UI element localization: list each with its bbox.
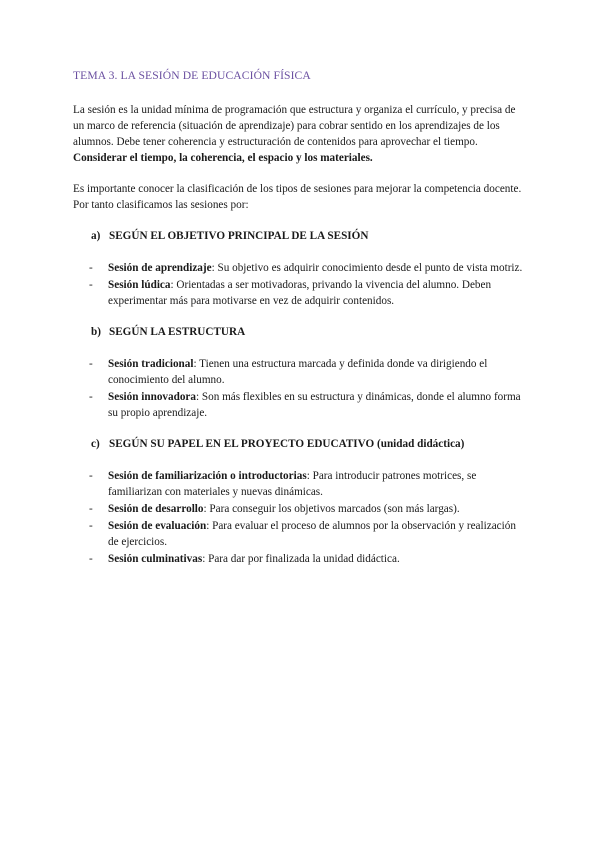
list-dash: - bbox=[89, 470, 93, 482]
list-item bbox=[89, 468, 524, 500]
list-item-term: Sesión de evaluación bbox=[108, 520, 207, 532]
classification-intro: Es importante conocer la clasificación de los tipos de sesiones para mejorar la competencia docente. Por tanto clasificamos las sesiones por: bbox=[73, 183, 522, 211]
list-item-text: : Para dar por finalizada la unidad didáctica. bbox=[202, 553, 400, 565]
intro-text: La sesión es la unidad mínima de programación que estructura y organiza el currículo, y precisa de un marco de referencia (situación de aprendizaje) para cobrar sentido en los aprendizajes de los alumnos. Debe tener coherencia y estructuración de contenidos para aprovechar el tiempo. bbox=[73, 104, 516, 148]
list-item-text: : Orientadas a ser motivadoras, privando la vivencia del alumno. Deben experimentar más para motivarse en vez de adquirir contenidos. bbox=[108, 279, 492, 307]
list-dash: - bbox=[89, 553, 93, 565]
list-item-text: : Su objetivo es adquirir conocimiento desde el punto de vista motriz. bbox=[211, 262, 523, 274]
section-list-a bbox=[73, 260, 524, 309]
section-title: SEGÚN EL OBJETIVO PRINCIPAL DE LA SESIÓN bbox=[109, 230, 369, 242]
list-item bbox=[89, 277, 524, 309]
list-dash: - bbox=[89, 262, 93, 274]
list-item-body bbox=[108, 518, 524, 550]
list-item-term: Sesión lúdica bbox=[108, 279, 171, 291]
list-item-term: Sesión de aprendizaje bbox=[108, 262, 212, 274]
section-list-b bbox=[73, 356, 524, 421]
list-item-body bbox=[108, 277, 524, 309]
section-heading-b bbox=[91, 324, 524, 340]
list-item-body bbox=[108, 468, 524, 500]
section-letter: c) bbox=[91, 438, 100, 450]
section-letter: b) bbox=[91, 326, 101, 338]
list-item-text: : Son más flexibles en su estructura y dinámicas, donde el alumno forma su propio aprendizaje. bbox=[108, 391, 521, 419]
list-item-body bbox=[108, 356, 524, 388]
list-dash: - bbox=[89, 391, 93, 403]
list-item bbox=[89, 389, 524, 421]
list-item bbox=[89, 260, 524, 276]
list-dash: - bbox=[89, 358, 93, 370]
intro-paragraph bbox=[73, 102, 524, 166]
section-title: SEGÚN SU PAPEL EN EL PROYECTO EDUCATIVO (unidad didáctica) bbox=[109, 438, 465, 450]
list-dash: - bbox=[89, 520, 93, 532]
list-item bbox=[89, 356, 524, 388]
list-item bbox=[89, 501, 524, 517]
intro-bold-text: Considerar el tiempo, la coherencia, el espacio y los materiales. bbox=[73, 152, 373, 164]
list-item-body bbox=[108, 551, 524, 567]
list-item-text: : Tienen una estructura marcada y definida donde va dirigiendo el conocimiento del alumno. bbox=[108, 358, 488, 386]
list-item-body bbox=[108, 501, 524, 517]
list-item-term: Sesión tradicional bbox=[108, 358, 194, 370]
list-item bbox=[89, 551, 524, 567]
section-heading-a bbox=[91, 228, 524, 244]
list-item-term: Sesión culminativas bbox=[108, 553, 203, 565]
section-title: SEGÚN LA ESTRUCTURA bbox=[109, 326, 246, 338]
list-item-term: Sesión de desarrollo bbox=[108, 503, 204, 515]
section-heading-c bbox=[91, 436, 524, 452]
list-item-term: Sesión de familiarización o introductorias bbox=[108, 470, 307, 482]
list-item-term: Sesión innovadora bbox=[108, 391, 196, 403]
list-item-body bbox=[108, 260, 524, 276]
list-dash: - bbox=[89, 279, 93, 291]
document-title: TEMA 3. LA SESIÓN DE EDUCACIÓN FÍSICA bbox=[73, 69, 311, 82]
list-item-text: : Para conseguir los objetivos marcados (son más largas). bbox=[203, 503, 460, 515]
section-letter: a) bbox=[91, 230, 101, 242]
section-list-c bbox=[73, 468, 524, 567]
list-item-text: : Para introducir patrones motrices, se familiarizan con materiales y nuevas dinámicas. bbox=[108, 470, 477, 498]
list-item bbox=[89, 518, 524, 550]
list-item-text: : Para evaluar el proceso de alumnos por la observación y realización de ejercicios. bbox=[108, 520, 516, 548]
list-item-body bbox=[108, 389, 524, 421]
list-dash: - bbox=[89, 503, 93, 515]
